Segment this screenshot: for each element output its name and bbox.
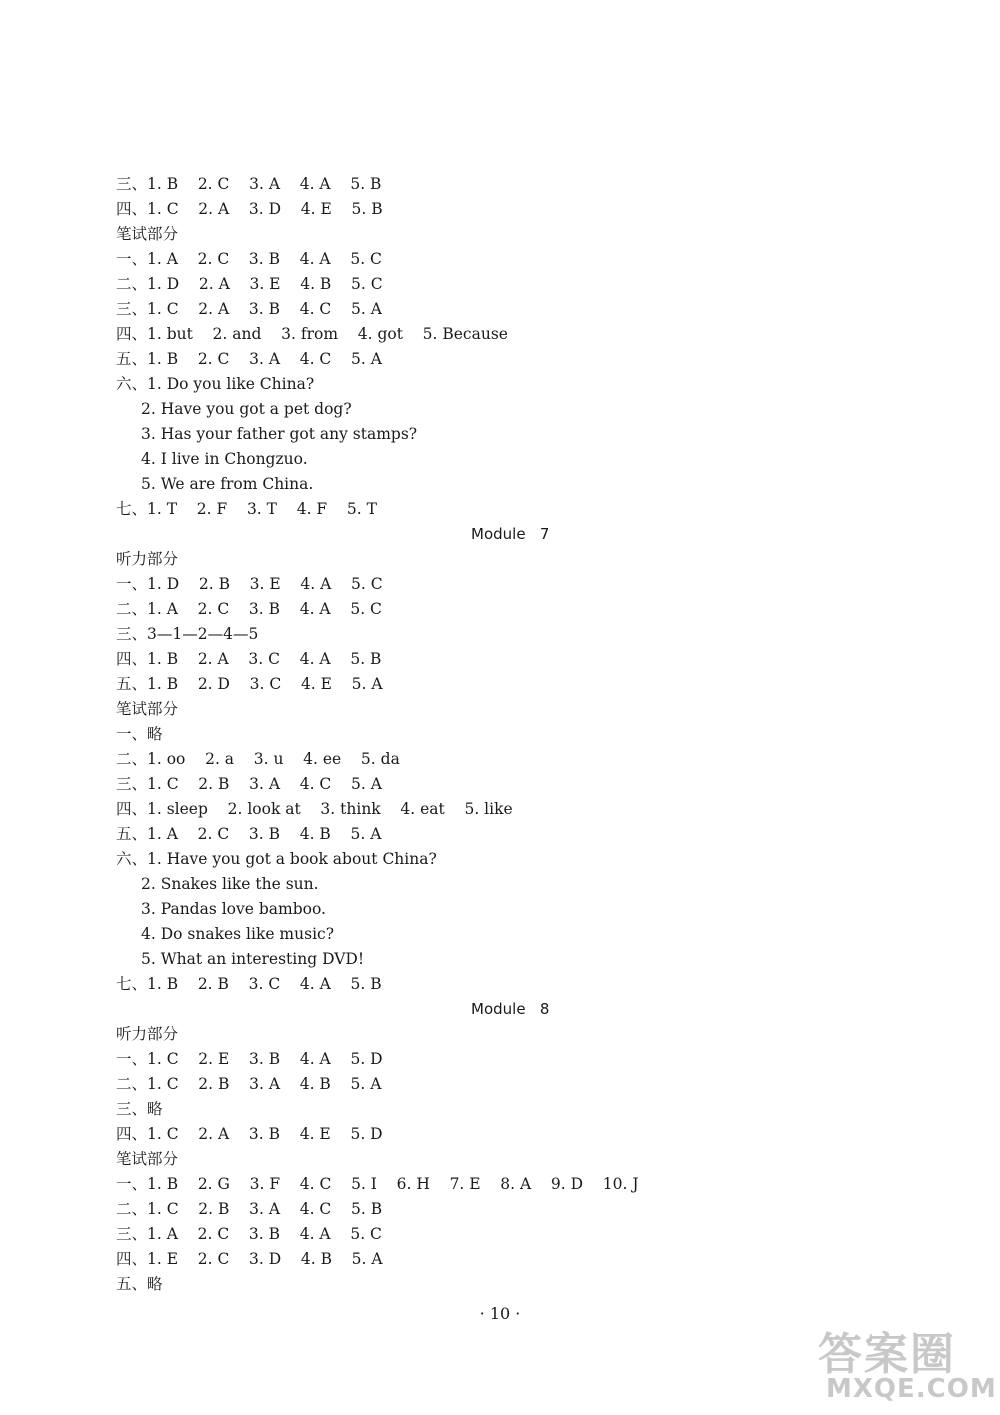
- answer-line: 五、1. B 2. C 3. A 4. C 5. A: [116, 350, 382, 368]
- answer-line: 5. We are from China.: [141, 475, 314, 493]
- answer-line: 四、1. B 2. A 3. C 4. A 5. B: [116, 650, 382, 668]
- answer-line: 一、1. C 2. E 3. B 4. A 5. D: [116, 1050, 383, 1068]
- answer-line: 二、1. C 2. B 3. A 4. C 5. B: [116, 1200, 383, 1218]
- answer-line: 四、1. sleep 2. look at 3. think 4. eat 5. like: [116, 800, 513, 818]
- answer-line: 三、1. A 2. C 3. B 4. A 5. C: [116, 1225, 382, 1243]
- answer-line: 三、1. C 2. B 3. A 4. C 5. A: [116, 775, 382, 793]
- answer-line: 2. Have you got a pet dog?: [141, 400, 352, 418]
- answer-line: 三、1. C 2. A 3. B 4. C 5. A: [116, 300, 382, 318]
- answer-line: 六、1. Have you got a book about China?: [116, 850, 437, 868]
- answer-line: 五、1. B 2. D 3. C 4. E 5. A: [116, 675, 383, 693]
- answer-line: 四、1. C 2. A 3. D 4. E 5. B: [116, 200, 383, 218]
- answer-line: 3. Has your father got any stamps?: [141, 425, 418, 443]
- answer-line: 七、1. B 2. B 3. C 4. A 5. B: [116, 975, 382, 993]
- module-7-title: Module 7: [471, 525, 550, 543]
- answer-line: 三、1. B 2. C 3. A 4. A 5. B: [116, 175, 382, 193]
- section-heading: 笔试部分: [116, 225, 179, 243]
- answer-line: 一、1. D 2. B 3. E 4. A 5. C: [116, 575, 383, 593]
- answer-line: 一、略: [116, 725, 163, 743]
- answer-line: 一、1. B 2. G 3. F 4. C 5. I 6. H 7. E 8. A 9. D 10. J: [116, 1175, 639, 1193]
- answer-line: 七、1. T 2. F 3. T 4. F 5. T: [116, 500, 377, 518]
- answer-line: 二、1. A 2. C 3. B 4. A 5. C: [116, 600, 382, 618]
- answer-line: 二、1. oo 2. a 3. u 4. ee 5. da: [116, 750, 400, 768]
- answer-line: 四、1. C 2. A 3. B 4. E 5. D: [116, 1125, 383, 1143]
- answer-line: 2. Snakes like the sun.: [141, 875, 319, 893]
- section-heading: 笔试部分: [116, 700, 179, 718]
- section-heading: 听力部分: [116, 550, 179, 568]
- section-heading: 听力部分: [116, 1025, 179, 1043]
- answer-line: 4. Do snakes like music?: [141, 925, 335, 943]
- answer-line: 五、略: [116, 1275, 163, 1293]
- answer-line: 三、略: [116, 1100, 163, 1118]
- watermark-text: 答案圈: [818, 1329, 956, 1380]
- answer-line: 四、1. E 2. C 3. D 4. B 5. A: [116, 1250, 383, 1268]
- answer-line: 五、1. A 2. C 3. B 4. B 5. A: [116, 825, 382, 843]
- answer-line: 六、1. Do you like China?: [116, 375, 315, 393]
- answer-line: 四、1. but 2. and 3. from 4. got 5. Because: [116, 325, 508, 343]
- answer-list: [116, 172, 716, 1297]
- answer-line: 二、1. C 2. B 3. A 4. B 5. A: [116, 1075, 382, 1093]
- module-8-title: Module 8: [471, 1000, 550, 1018]
- answer-line: 5. What an interesting DVD!: [141, 950, 365, 968]
- page-number: · 10 ·: [479, 1304, 521, 1323]
- answer-line: 三、3—1—2—4—5: [116, 625, 259, 643]
- watermark-logo: [818, 1318, 997, 1410]
- answer-line: 4. I live in Chongzuo.: [141, 450, 308, 468]
- answer-line: 一、1. A 2. C 3. B 4. A 5. C: [116, 250, 382, 268]
- watermark-domain: MXQE.COM: [826, 1374, 997, 1404]
- answer-line: 二、1. D 2. A 3. E 4. B 5. C: [116, 275, 383, 293]
- answer-line: 3. Pandas love bamboo.: [141, 900, 326, 918]
- section-heading: 笔试部分: [116, 1150, 179, 1168]
